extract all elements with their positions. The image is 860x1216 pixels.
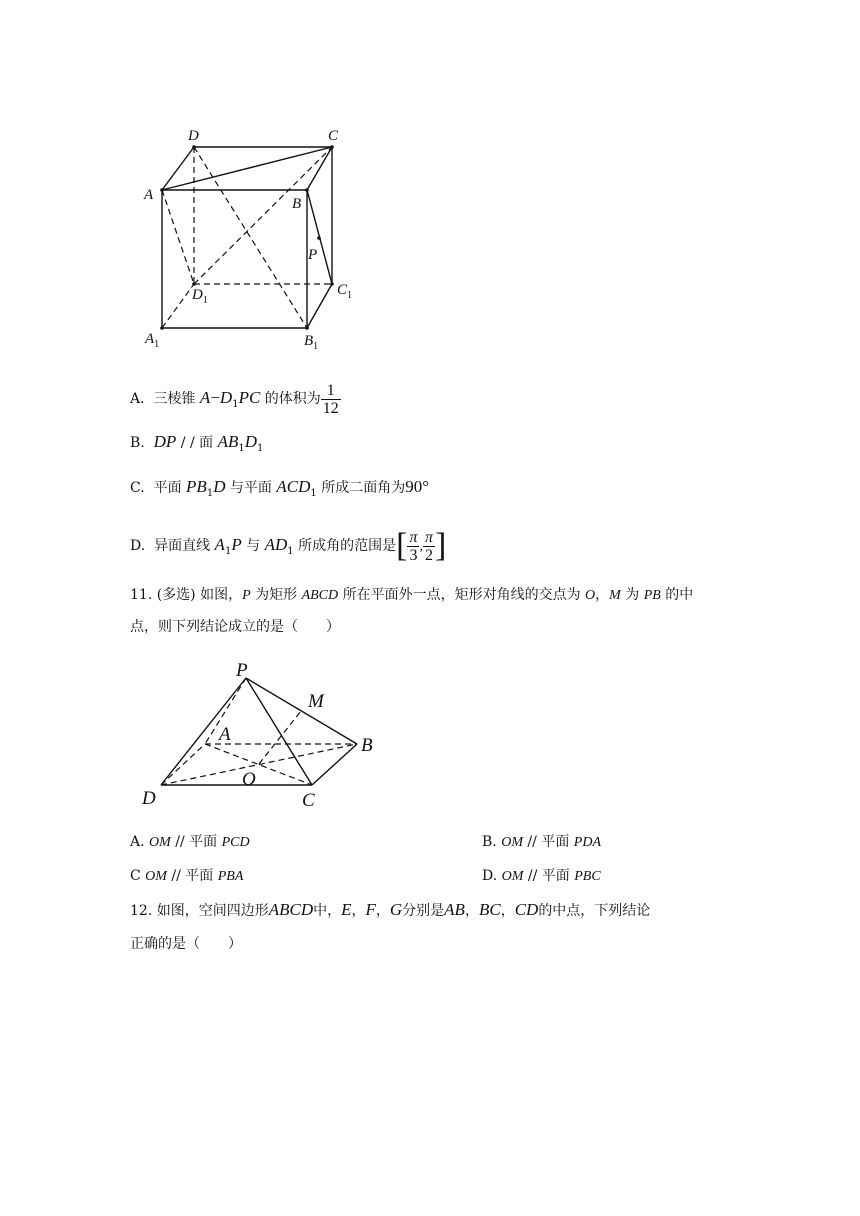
q11-option-a: A. OM // 平面 PCD	[130, 834, 250, 850]
label-P: P	[308, 247, 318, 263]
q10-option-b: B. DP / / 面 $AB_1D_1$	[130, 432, 264, 454]
q11-option-d: D. OM // 平面 PBC	[482, 868, 601, 884]
q11-stem-line2: 点，则下列结论成立的是（ ）	[130, 619, 340, 635]
label-M: M	[308, 691, 324, 712]
label-B: B	[292, 196, 302, 212]
label-O: O	[242, 769, 256, 790]
label-B1: $B_1$	[304, 333, 319, 352]
label-C1: $C_1$	[337, 282, 353, 301]
label-C: C	[302, 790, 315, 811]
q11-option-c: C OM // 平面 PBA	[130, 868, 244, 884]
label-C: C	[328, 128, 339, 144]
q10-option-d: D. 异面直线 $A_1P$ 与 $AD_1$ 所成角的范围是[ $\frac{\pi}{3}$ , $\frac{\pi}{2}$ ]	[130, 527, 447, 564]
q10-option-c: C. 平面 $PB_1D$ 与平面 $ACD_1$ 所成二面角为90°	[130, 477, 430, 499]
q10-option-a: A. 三棱锥 $A-D_1PC$ 的体积为 $\frac{1}{12}$	[130, 381, 339, 417]
label-B: B	[361, 735, 373, 756]
q11-stem-line1: 11. (多选) 如图，P 为矩形 ABCD 所在平面外一点，矩形对角线的交点为 O，M 为 PB 的中	[130, 587, 694, 603]
label-D1: $D_1$	[192, 287, 208, 306]
label-A1: $A_1$	[145, 331, 160, 350]
pyramid-figure	[138, 655, 383, 815]
label-D: D	[188, 128, 199, 144]
q12-stem-line2: 正确的是（ ）	[130, 936, 242, 952]
q12-stem-line1: 12. 如图，空间四边形ABCD中，E，F，G分别是AB，BC，CD的中点，下列结论	[130, 900, 651, 919]
label-A: A	[219, 724, 231, 745]
q11-option-b: B. OM // 平面 PDA	[482, 834, 601, 850]
volume-fraction: $\frac{1}{12}$	[322, 381, 339, 417]
cube-figure	[136, 120, 366, 355]
label-D: D	[142, 788, 156, 809]
label-A: A	[144, 187, 154, 203]
label-P: P	[236, 660, 248, 681]
